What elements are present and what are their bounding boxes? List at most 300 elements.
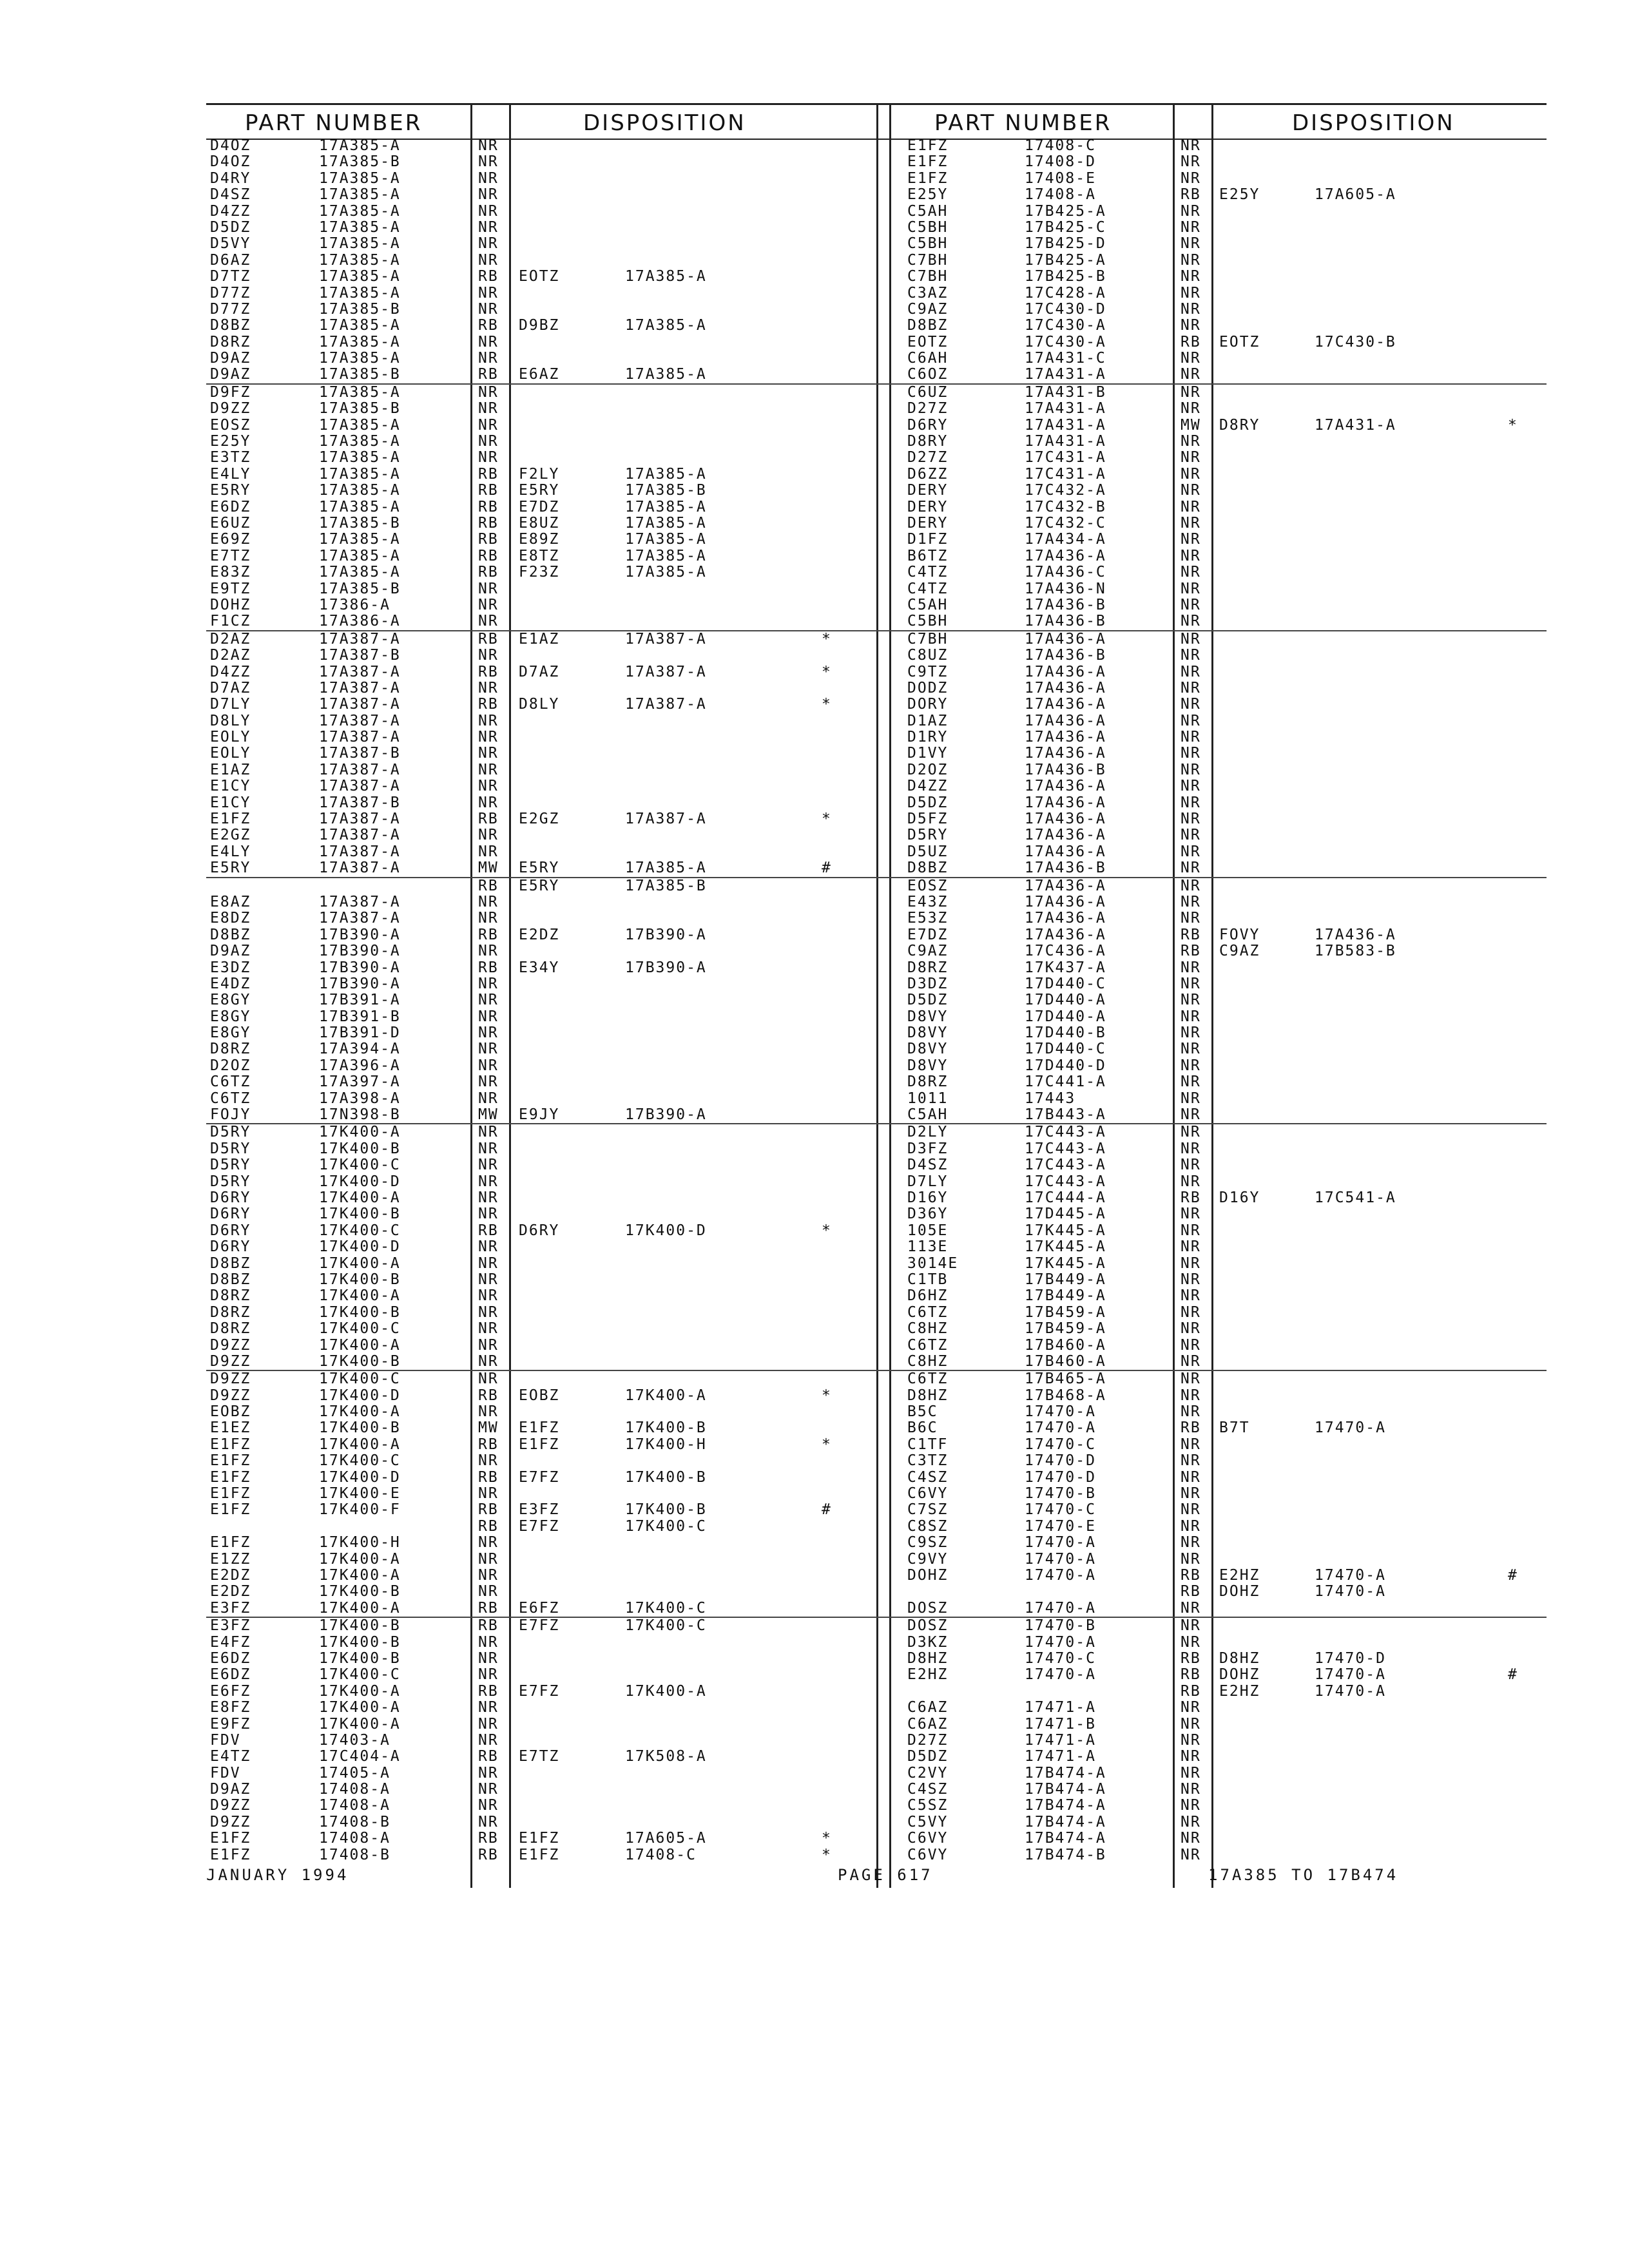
part-number: 17A431-A xyxy=(1025,400,1106,418)
disposition-code: NR xyxy=(1181,1501,1201,1519)
table-row xyxy=(889,401,1547,417)
table-row xyxy=(206,992,889,1008)
table-row xyxy=(889,697,1547,713)
part-number: 17B459-A xyxy=(1025,1320,1106,1338)
model-code: D8BZ xyxy=(210,317,251,334)
model-code: 3014E xyxy=(907,1254,959,1272)
part-number: 17K400-F xyxy=(319,1501,401,1519)
part-number: 17B474-A xyxy=(1025,1764,1106,1782)
disposition-code: NR xyxy=(478,729,499,746)
table-row xyxy=(889,483,1547,499)
table-row xyxy=(889,992,1547,1008)
table-row xyxy=(206,1502,889,1518)
replacement-part: 17A387-A xyxy=(625,630,707,648)
replacement-part: 17B390-A xyxy=(625,1106,707,1124)
model-code: D5RY xyxy=(210,1173,251,1190)
part-number: 17A387-A xyxy=(319,827,401,844)
disposition-code: NR xyxy=(478,992,499,1009)
disposition-code: RB xyxy=(478,1468,499,1486)
model-code: E1FZ xyxy=(210,1846,251,1863)
table-row xyxy=(889,334,1547,351)
replacement-part: 17K400-C xyxy=(625,1517,707,1535)
model-code: C8SZ xyxy=(907,1517,949,1535)
model-code: D4OZ xyxy=(210,153,251,171)
table-row xyxy=(206,648,889,664)
table-row xyxy=(206,1749,889,1765)
part-number: 17B390-A xyxy=(319,926,401,943)
replacement-model: E7TZ xyxy=(519,1748,560,1765)
part-number: 17A436-A xyxy=(1025,877,1106,894)
table-row xyxy=(206,1765,889,1782)
table-row xyxy=(206,204,889,220)
table-row xyxy=(889,1321,1547,1337)
disposition-code: RB xyxy=(478,366,499,383)
right-table xyxy=(889,0,1547,1888)
replacement-model: E1FZ xyxy=(519,1436,560,1453)
table-row xyxy=(206,1123,889,1140)
model-code: D7AZ xyxy=(210,679,251,697)
table-row xyxy=(206,1354,889,1370)
table-row xyxy=(206,1535,889,1551)
disposition-code: NR xyxy=(478,1008,499,1025)
replacement-model: E7FZ xyxy=(519,1468,560,1486)
model-code: E1FZ xyxy=(907,169,949,187)
replacement-model: E89Z xyxy=(519,531,560,548)
table-row xyxy=(206,877,889,894)
replacement-part: 17A385-A xyxy=(625,366,707,383)
model-code: C3TZ xyxy=(907,1452,949,1470)
disposition-code: RB xyxy=(478,514,499,532)
part-number: 17A436-B xyxy=(1025,647,1106,664)
table-row xyxy=(206,597,889,613)
table-row xyxy=(889,1733,1547,1749)
part-number: 17A431-A xyxy=(1025,366,1106,383)
disposition-code: NR xyxy=(1181,1781,1201,1798)
disposition-code: NR xyxy=(478,1336,499,1354)
table-row xyxy=(206,1667,889,1683)
model-code: 1011 xyxy=(907,1090,949,1107)
replacement-model: E8UZ xyxy=(519,514,560,532)
part-number: 17408-A xyxy=(319,1781,390,1798)
disposition-code: RB xyxy=(478,465,499,483)
disposition-code: NR xyxy=(1181,1617,1201,1635)
model-code: FOJY xyxy=(210,1106,251,1124)
part-number: 17A385-B xyxy=(319,514,401,532)
model-code: F1CZ xyxy=(210,613,251,630)
disposition-code: NR xyxy=(1181,1748,1201,1765)
model-code: D9ZZ xyxy=(210,1336,251,1354)
table-row xyxy=(206,1041,889,1057)
table-row xyxy=(889,1388,1547,1404)
part-number: 17471-A xyxy=(1025,1699,1096,1716)
table-row xyxy=(206,778,889,794)
replacement-model: EOTZ xyxy=(519,268,560,285)
disposition-code: NR xyxy=(478,1699,499,1716)
model-code: D5FZ xyxy=(907,811,949,828)
part-number: 17D440-A xyxy=(1025,992,1106,1009)
part-number: 17K400-B xyxy=(319,1206,401,1223)
model-code: D6AZ xyxy=(210,251,251,269)
table-row xyxy=(889,204,1547,220)
replacement-model: EOBZ xyxy=(519,1387,560,1404)
model-code: D4RY xyxy=(210,169,251,187)
disposition-code: NR xyxy=(1181,465,1201,483)
model-code: C5AH xyxy=(907,596,949,613)
table-row xyxy=(889,318,1547,334)
model-code: D2OZ xyxy=(907,761,949,778)
part-number: 17K400-A xyxy=(319,1336,401,1354)
disposition-code: RB xyxy=(478,1517,499,1535)
part-number: 17A387-A xyxy=(319,761,401,778)
model-code: E83Z xyxy=(210,564,251,581)
table-row xyxy=(889,778,1547,794)
disposition-code: NR xyxy=(478,153,499,171)
model-code: D5VY xyxy=(210,235,251,253)
part-number: 17408-A xyxy=(1025,186,1096,204)
replacement-part: 17K400-B xyxy=(625,1419,707,1437)
replacement-model: E25Y xyxy=(1219,186,1260,204)
disposition-code: NR xyxy=(478,794,499,811)
part-number: 17A387-B xyxy=(319,745,401,762)
model-code: D9AZ xyxy=(210,366,251,383)
model-code: D6RY xyxy=(210,1206,251,1223)
disposition-code: NR xyxy=(1181,613,1201,630)
part-number: 17B474-B xyxy=(1025,1846,1106,1863)
table-row xyxy=(889,383,1547,401)
disposition-code: NR xyxy=(478,1813,499,1831)
replacement-model: E1FZ xyxy=(519,1846,560,1863)
table-row xyxy=(206,1552,889,1568)
model-code: D1VY xyxy=(907,745,949,762)
note-mark: * xyxy=(822,1222,832,1239)
replacement-part: 17470-A xyxy=(1315,1666,1386,1684)
model-code: D8RZ xyxy=(210,1041,251,1058)
model-code: FDV xyxy=(210,1764,241,1782)
table-row xyxy=(206,762,889,778)
part-number: 17D445-A xyxy=(1025,1206,1106,1223)
part-number: 17K400-B xyxy=(319,1649,401,1667)
table-row xyxy=(206,1486,889,1502)
part-number: 17A385-A xyxy=(319,433,401,450)
model-code: E1FZ xyxy=(210,1501,251,1519)
part-number: 17C436-A xyxy=(1025,943,1106,960)
model-code: E4FZ xyxy=(210,1633,251,1651)
table-row xyxy=(206,1420,889,1436)
table-row xyxy=(206,729,889,745)
model-code: EOSZ xyxy=(210,416,251,434)
part-number: 17A436-A xyxy=(1025,827,1106,844)
model-code: D8RZ xyxy=(210,1287,251,1305)
table-row xyxy=(206,1453,889,1469)
disposition-code: RB xyxy=(478,1222,499,1239)
disposition-code: NR xyxy=(478,1073,499,1091)
disposition-code: NR xyxy=(478,1173,499,1190)
disposition-code: NR xyxy=(1181,317,1201,334)
part-number: 17K400-A xyxy=(319,1599,401,1617)
part-number: 17K400-B xyxy=(319,1419,401,1437)
model-code: D9ZZ xyxy=(210,1370,251,1388)
model-code: C9AZ xyxy=(907,943,949,960)
table-row xyxy=(889,1584,1547,1600)
disposition-code: RB xyxy=(478,926,499,943)
part-number: 17K400-B xyxy=(319,1583,401,1600)
part-number: 17B391-A xyxy=(319,992,401,1009)
disposition-code: NR xyxy=(478,1781,499,1798)
disposition-code: NR xyxy=(478,1238,499,1256)
part-number: 17N398-B xyxy=(319,1106,401,1124)
replacement-model: DOHZ xyxy=(1219,1583,1260,1600)
model-code: D2LY xyxy=(907,1124,949,1141)
disposition-code: RB xyxy=(478,1599,499,1617)
part-number: 17A385-A xyxy=(319,186,401,204)
replacement-model: E2HZ xyxy=(1219,1682,1260,1700)
note-mark: * xyxy=(822,1436,832,1453)
part-number: 17C431-A xyxy=(1025,465,1106,483)
model-code: D8HZ xyxy=(907,1387,949,1404)
table-row xyxy=(206,860,889,876)
disposition-code: RB xyxy=(478,1436,499,1453)
model-code: C4SZ xyxy=(907,1468,949,1486)
part-number: 17B390-A xyxy=(319,959,401,976)
part-number: 17B391-B xyxy=(319,1008,401,1025)
disposition-code: NR xyxy=(1181,843,1201,860)
replacement-model: E2HZ xyxy=(1219,1566,1260,1584)
table-row xyxy=(206,1651,889,1667)
replacement-part: 17470-D xyxy=(1315,1649,1386,1667)
disposition-code: NR xyxy=(478,350,499,367)
model-code: DOHZ xyxy=(907,1566,949,1584)
disposition-code: NR xyxy=(478,778,499,795)
table-row xyxy=(206,401,889,417)
disposition-code: NR xyxy=(1181,1715,1201,1733)
replacement-model: E5RY xyxy=(519,877,560,894)
table-row xyxy=(206,894,889,910)
table-row xyxy=(889,894,1547,910)
table-row xyxy=(206,434,889,450)
table-row xyxy=(889,367,1547,383)
table-row xyxy=(889,597,1547,613)
note-mark: * xyxy=(822,811,832,828)
table-row xyxy=(889,564,1547,581)
disposition-code: NR xyxy=(478,1352,499,1370)
model-code: E1FZ xyxy=(210,1485,251,1503)
model-code: E5RY xyxy=(210,860,251,877)
part-number: 17A436-A xyxy=(1025,778,1106,795)
table-row xyxy=(889,1091,1547,1107)
disposition-code: NR xyxy=(1181,1550,1201,1568)
table-row xyxy=(889,236,1547,252)
model-code: C7BH xyxy=(907,630,949,648)
replacement-part: 17A385-A xyxy=(625,531,707,548)
part-number: 17A431-A xyxy=(1025,433,1106,450)
model-code: C5SZ xyxy=(907,1797,949,1814)
replacement-model: E8TZ xyxy=(519,547,560,564)
replacement-part: 17K400-H xyxy=(625,1436,707,1453)
part-number: 17A436-A xyxy=(1025,794,1106,811)
disposition-code: NR xyxy=(478,449,499,466)
model-code: C7BH xyxy=(907,251,949,269)
model-code: D7TZ xyxy=(210,268,251,285)
model-code: D5RY xyxy=(210,1124,251,1141)
replacement-model: D8HZ xyxy=(1219,1649,1260,1667)
part-number: 17A385-A xyxy=(319,383,401,401)
disposition-code: NR xyxy=(1181,1106,1201,1124)
disposition-code: NR xyxy=(1181,1599,1201,1617)
replacement-part: 17A385-A xyxy=(625,860,707,877)
table-row xyxy=(889,1470,1547,1486)
replacement-model: E2GZ xyxy=(519,811,560,828)
table-row xyxy=(889,1141,1547,1157)
table-row xyxy=(206,548,889,564)
model-code: D8RZ xyxy=(210,1320,251,1338)
table-row xyxy=(206,1305,889,1321)
part-number: 17A385-A xyxy=(319,251,401,269)
model-code: C9AZ xyxy=(907,300,949,318)
model-code: C7BH xyxy=(907,268,949,285)
table-row xyxy=(889,418,1547,434)
part-number: 17K400-D xyxy=(319,1468,401,1486)
table-row xyxy=(889,960,1547,976)
model-code: C5AH xyxy=(907,1106,949,1124)
model-code: D77Z xyxy=(210,284,251,302)
model-code: D8VY xyxy=(907,1057,949,1074)
disposition-code: NR xyxy=(1181,400,1201,418)
table-row xyxy=(206,450,889,466)
part-number: 17D440-D xyxy=(1025,1057,1106,1074)
part-number: 17470-A xyxy=(1025,1566,1096,1584)
replacement-part: 17408-C xyxy=(625,1846,697,1863)
model-code: E7DZ xyxy=(907,926,949,943)
part-number: 17A436-A xyxy=(1025,893,1106,910)
part-number: 17A385-A xyxy=(319,202,401,220)
disposition-code: NR xyxy=(478,1485,499,1503)
table-row xyxy=(889,1651,1547,1667)
model-code: C6TZ xyxy=(907,1303,949,1321)
part-number: 17A436-B xyxy=(1025,761,1106,778)
model-code: C6AZ xyxy=(907,1699,949,1716)
disposition-code: RB xyxy=(478,1682,499,1700)
part-number: 17A436-N xyxy=(1025,580,1106,597)
disposition-code: NR xyxy=(478,1157,499,1174)
part-number: 17470-E xyxy=(1025,1517,1096,1535)
table-row xyxy=(889,1667,1547,1683)
part-number: 17K400-C xyxy=(319,1157,401,1174)
part-number: 17K445-A xyxy=(1025,1238,1106,1256)
replacement-model: E1FZ xyxy=(519,1830,560,1847)
note-mark: # xyxy=(1508,1566,1518,1584)
model-code: E6DZ xyxy=(210,1666,251,1684)
disposition-code: RB xyxy=(478,547,499,564)
model-code: D4ZZ xyxy=(907,778,949,795)
part-number: 17470-A xyxy=(1025,1419,1096,1437)
disposition-code: NR xyxy=(1181,251,1201,269)
disposition-code: NR xyxy=(1181,366,1201,383)
part-number: 17A385-A xyxy=(319,416,401,434)
disposition-code: NR xyxy=(1181,1336,1201,1354)
disposition-code: NR xyxy=(478,1024,499,1042)
replacement-model: D7AZ xyxy=(519,663,560,680)
model-code: D8BZ xyxy=(907,317,949,334)
part-number: 17A394-A xyxy=(319,1041,401,1058)
part-number: 17470-A xyxy=(1025,1534,1096,1552)
model-code: 105E xyxy=(907,1222,949,1239)
disposition-code: NR xyxy=(478,975,499,992)
table-row xyxy=(889,1338,1547,1354)
table-row xyxy=(206,334,889,351)
part-number: 17K445-A xyxy=(1025,1222,1106,1239)
part-number: 17A387-B xyxy=(319,647,401,664)
disposition-code: NR xyxy=(478,1566,499,1584)
table-row xyxy=(206,630,889,648)
model-code: E1FZ xyxy=(210,1452,251,1470)
replacement-model: EOTZ xyxy=(1219,333,1260,351)
table-row xyxy=(889,1600,1547,1617)
replacement-part: 17A385-A xyxy=(625,547,707,564)
disposition-code: RB xyxy=(478,696,499,713)
part-number: 17C404-A xyxy=(319,1748,401,1765)
disposition-code: NR xyxy=(1181,433,1201,450)
disposition-code: NR xyxy=(1181,1436,1201,1453)
model-code: D6RY xyxy=(210,1238,251,1256)
table-row xyxy=(206,285,889,302)
model-code: C2VY xyxy=(907,1764,949,1782)
part-number: 17K400-C xyxy=(319,1320,401,1338)
model-code: D2AZ xyxy=(210,630,251,648)
table-row xyxy=(206,1009,889,1025)
part-number: 17K437-A xyxy=(1025,959,1106,976)
part-number: 17K400-A xyxy=(319,1254,401,1272)
part-number: 17A398-A xyxy=(319,1090,401,1107)
table-row xyxy=(889,1437,1547,1453)
part-number-heading: PART NUMBER xyxy=(934,110,1112,136)
model-code: DERY xyxy=(907,482,949,499)
part-number: 17408-A xyxy=(319,1830,390,1847)
part-number: 17K400-A xyxy=(319,1287,401,1305)
part-number: 17A385-A xyxy=(319,465,401,483)
replacement-part: 17470-A xyxy=(1315,1682,1386,1700)
part-number: 17470-C xyxy=(1025,1436,1096,1453)
part-number: 17B474-A xyxy=(1025,1813,1106,1831)
table-row xyxy=(889,1552,1547,1568)
part-number: 17470-C xyxy=(1025,1501,1096,1519)
disposition-code: RB xyxy=(1181,333,1201,351)
table-row xyxy=(206,1437,889,1453)
part-number: 17C431-A xyxy=(1025,449,1106,466)
table-row xyxy=(206,1091,889,1107)
disposition-code: RB xyxy=(478,1830,499,1847)
model-code: D6RY xyxy=(210,1222,251,1239)
model-code: E6UZ xyxy=(210,514,251,532)
model-code: D6RY xyxy=(907,416,949,434)
table-row xyxy=(889,515,1547,532)
table-row xyxy=(206,253,889,269)
part-number: 17A387-A xyxy=(319,663,401,680)
replacement-part: 17A605-A xyxy=(1315,186,1396,204)
model-code: D9AZ xyxy=(210,943,251,960)
disposition-code: NR xyxy=(1181,482,1201,499)
disposition-code: NR xyxy=(478,613,499,630)
left-table xyxy=(206,0,889,1888)
model-code: E3DZ xyxy=(210,959,251,976)
table-row xyxy=(889,1190,1547,1206)
table-row xyxy=(889,1831,1547,1847)
disposition-code: NR xyxy=(1181,564,1201,581)
model-code: C6VY xyxy=(907,1846,949,1863)
model-code: E8FZ xyxy=(210,1699,251,1716)
part-number: 17A385-A xyxy=(319,350,401,367)
disposition-code: NR xyxy=(1181,827,1201,844)
table-row xyxy=(206,1733,889,1749)
